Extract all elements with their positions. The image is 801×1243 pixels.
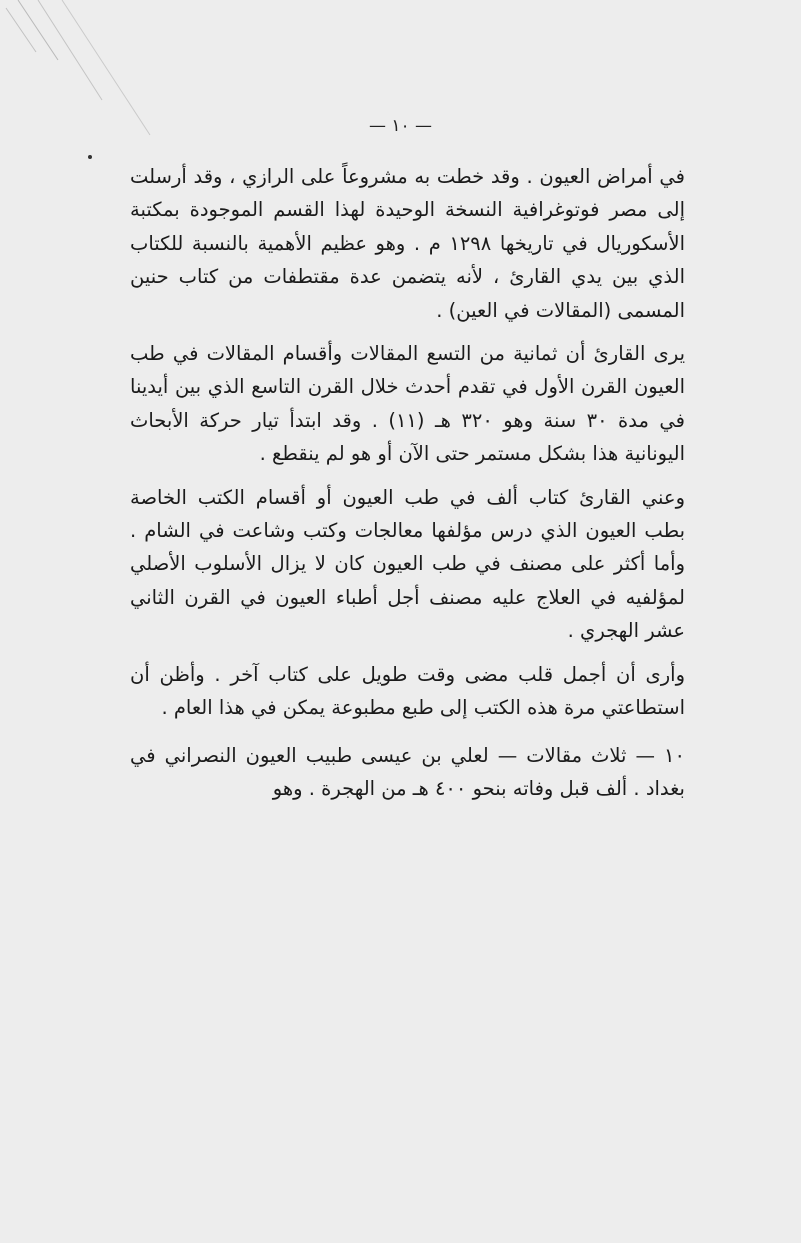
page-number: — ١٠ — — [368, 116, 433, 136]
paragraph-4: وأرى أن أجمل قلب مضى وقت طويل على كتاب آخر . وأظن أن استطاعتي مرة هذه الكتب إلى طبع مطبوعة يمكن في هذا العام . — [130, 662, 685, 720]
paragraph-2: يرى القارئ أن ثمانية من التسع المقالات وأقسام المقالات في طب العيون القرن الأول في تقدم أحدث خلال القرن التاسع الذي بين أيدينا في مدة ٣٠ سنة وهو ٣٢٠ هـ (١١) . وقد ابتدأ تيار حركة الأبحاث اليونانية هذا بشكل مستمر حتى الآن أو هو لم ينقطع . — [130, 342, 685, 466]
ink-speck — [88, 155, 92, 159]
paragraph-5: ١٠ — ثلاث مقالات — لعلي بن عيسى طبيب العيون النصراني في بغداد . ألف قبل وفاته بنحو ٤٠٠ هـ من الهجرة . وهو — [130, 743, 685, 800]
page-body — [130, 160, 685, 805]
paragraph-3: وعني القارئ كتاب ألف في طب العيون أو أقسام الكتب الخاصة بطب العيون الذي درس مؤلفها معالجات وكتب وشاعت في الشام . وأما أكثر على مصنف في طب العيون كان لا يزال الأسلوب الأصلي لمؤلفيه في العلاج عليه مصنف أجل أطباء العيون في القرن الثاني عشر الهجري . — [130, 485, 685, 643]
paragraph-1: في أمراض العيون . وقد خطت به مشروعاً على الرازي ، وقد أرسلت إلى مصر فوتوغرافية النسخة الوحيدة لهذا القسم الموجودة بمكتبة الأسكوريال في تاريخها ١٢٩٨ م . وهو عظيم الأهمية بالنسبة للكتاب الذي بين يدي القارئ ، لأنه يتضمن عدة مقتطفات من كتاب حنين المسمى (المقالات في العين) . — [130, 165, 686, 322]
